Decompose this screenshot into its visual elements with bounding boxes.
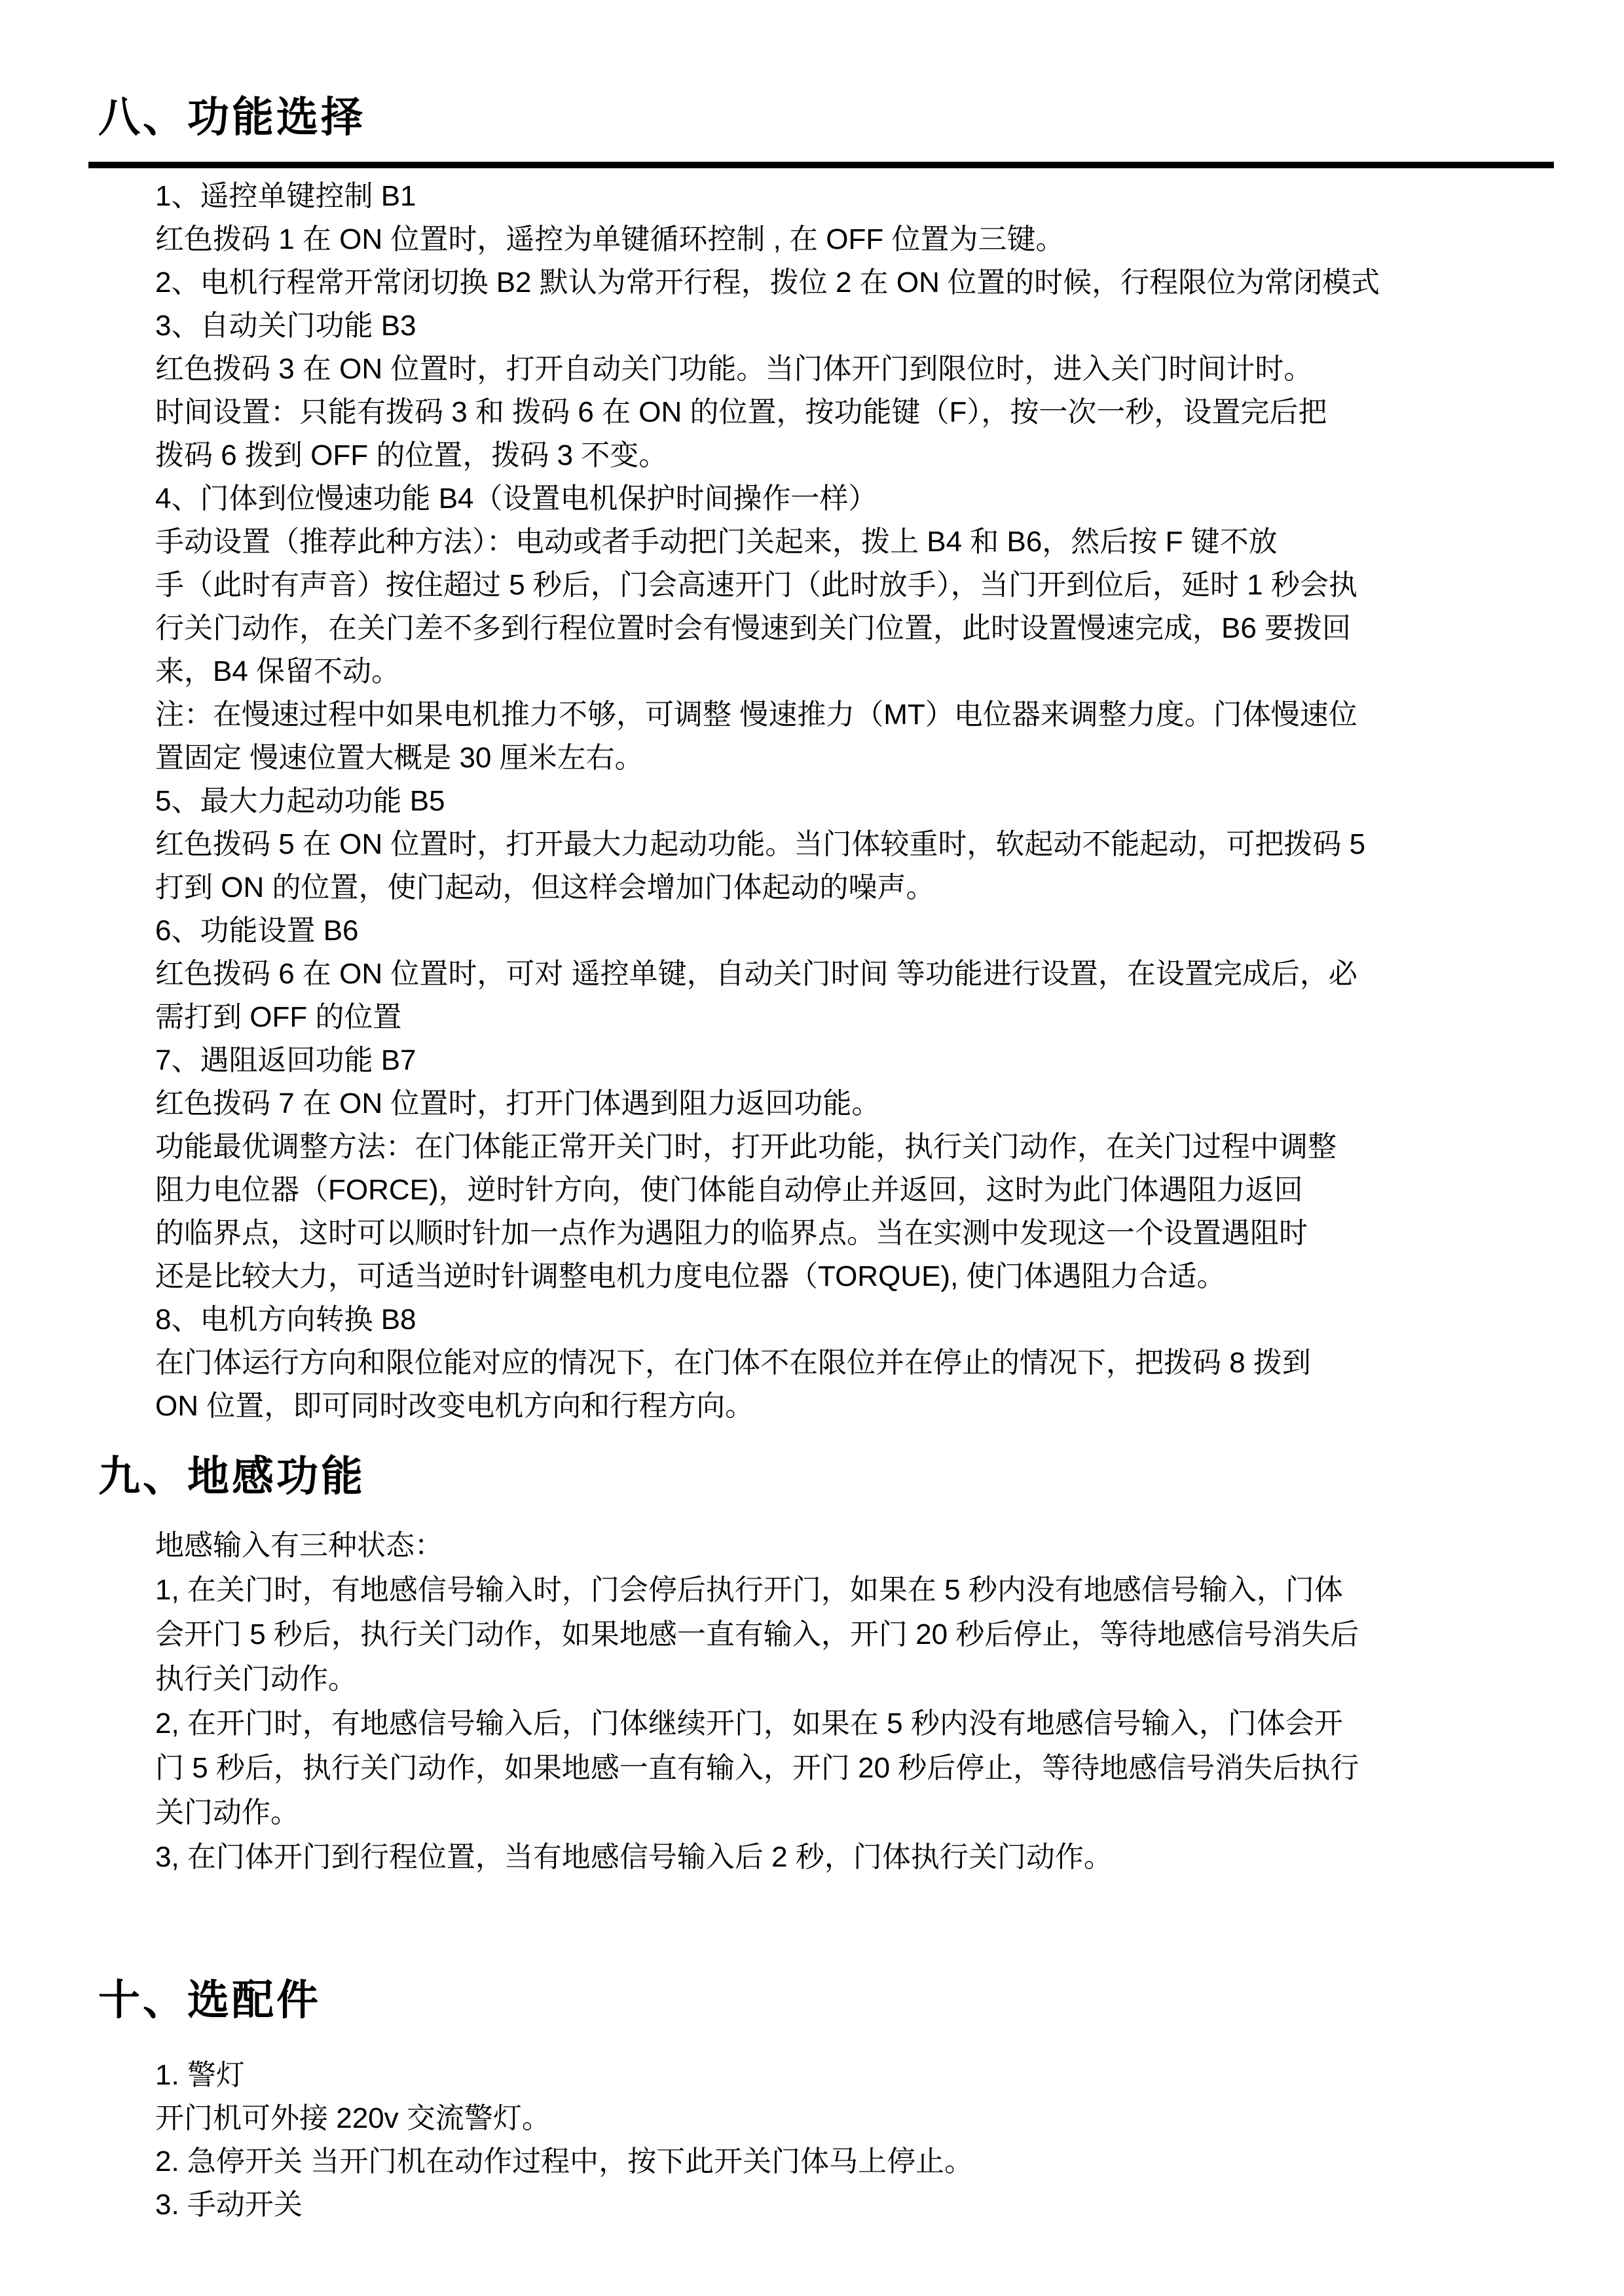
text-line: 会开门 5 秒后，执行关门动作，如果地感一直有输入，开门 20 秒后停止，等待地感信号消失后 [155,1618,1359,1650]
text-line: 的临界点，这时可以顺时针加一点作为遇阻力的临界点。当在实测中发现这一个设置遇阻时 [155,1217,1308,1249]
text-line: 门 5 秒后，执行关门动作，如果地感一直有输入，开门 20 秒后停止，等待地感信号消失后执行 [155,1752,1359,1784]
text-line: 需打到 OFF 的位置 [155,1001,402,1033]
text-line: 在门体运行方向和限位能对应的情况下，在门体不在限位并在停止的情况下，把拨码 8 拨到 [155,1347,1311,1379]
text-line: 红色拨码 3 在 ON 位置时，打开自动关门功能。当门体开门到限位时，进入关门时间计时。 [155,353,1313,385]
text-line: 红色拨码 1 在 ON 位置时，遥控为单键循环控制 , 在 OFF 位置为三键。 [155,223,1065,255]
section-body-ground-sensor [0,1523,1624,1880]
text-line: 3. 手动开关 [155,2189,303,2221]
text-line: 2, 在开门时，有地感信号输入后，门体继续开门，如果在 5 秒内没有地感信号输入，门体会开 [155,1707,1343,1740]
text-line: 功能最优调整方法：在门体能正常开关门时，打开此功能，执行关门动作，在关门过程中调整 [155,1131,1337,1163]
text-line: 地感输入有三种状态： [155,1529,443,1561]
section-heading-accessories: 十、选配件 [98,1977,321,2024]
section-accessories [0,1979,1624,2227]
text-line: 关门动作。 [155,1796,299,1829]
text-line: 行关门动作，在关门差不多到行程位置时会有慢速到关门位置，此时设置慢速完成，B6 要拨回 [155,612,1352,644]
section-function-selection [0,96,1624,1428]
text-line: 时间设置：只能有拨码 3 和 拨码 6 在 ON 的位置，按功能键（F），按一次一秒，设置完后把 [155,396,1327,428]
text-line: 置固定 慢速位置大概是 30 厘米左右。 [155,742,644,774]
text-line: 1, 在关门时，有地感信号输入时，门会停后执行开门，如果在 5 秒内没有地感信号输入，门体 [155,1574,1343,1606]
text-line: 还是比较大力，可适当逆时针调整电机力度电位器（TORQUE), 使门体遇阻力合适。 [155,1260,1226,1292]
text-line: 2. 急停开关 当开门机在动作过程中，按下此开关门体马上停止。 [155,2145,974,2178]
section-heading-function-selection: 八、功能选择 [98,94,365,141]
text-line: 7、遇阻返回功能 B7 [155,1044,416,1076]
text-line: ON 位置，即可同时改变电机方向和行程方向。 [155,1390,754,1422]
text-line: 8、电机方向转换 B8 [155,1303,416,1336]
text-line: 注：在慢速过程中如果电机推力不够，可调整 慢速推力（MT）电位器来调整力度。门体慢速位 [155,699,1357,731]
text-line: 红色拨码 5 在 ON 位置时，打开最大力起动功能。当门体较重时，软起动不能起动，可把拨码 5 [155,828,1366,860]
text-line: 红色拨码 6 在 ON 位置时，可对 遥控单键，自动关门时间 等功能进行设置，在设置完成后，必 [155,958,1357,990]
heading-divider-rule [88,162,1554,168]
text-line: 打到 ON 的位置，使门起动，但这样会增加门体起动的噪声。 [155,871,935,903]
text-line: 阻力电位器（FORCE)，逆时针方向，使门体能自动停止并返回，这时为此门体遇阻力返回 [155,1174,1303,1206]
text-line: 4、门体到位慢速功能 B4（设置电机保护时间操作一样） [155,483,877,515]
section-body-accessories [0,2054,1624,2227]
text-line: 3、自动关门功能 B3 [155,310,416,342]
text-line: 5、最大力起动功能 B5 [155,785,445,817]
text-line: 红色拨码 7 在 ON 位置时，打开门体遇到阻力返回功能。 [155,1087,881,1120]
text-line: 3, 在门体开门到行程位置，当有地感信号输入后 2 秒，门体执行关门动作。 [155,1841,1113,1873]
text-line: 2、电机行程常开常闭切换 B2 默认为常开行程，拨位 2 在 ON 位置的时候，行程限位为常闭模式 [155,266,1380,299]
text-line: 拨码 6 拨到 OFF 的位置，拨码 3 不变。 [155,439,668,471]
text-line: 1. 警灯 [155,2059,245,2091]
text-line: 手动设置（推荐此种方法）：电动或者手动把门关起来，拨上 B4 和 B6，然后按 F 键不放 [155,526,1278,558]
section-body-function-selection [0,175,1624,1428]
text-line: 6、功能设置 B6 [155,915,359,947]
section-heading-ground-sensor: 九、地感功能 [98,1453,365,1500]
text-line: 执行关门动作。 [155,1663,357,1695]
text-line: 来，B4 保留不动。 [155,655,401,687]
section-ground-sensor [0,1455,1624,1880]
text-line: 1、遥控单键控制 B1 [155,180,416,212]
text-line: 开门机可外接 220v 交流警灯。 [155,2102,551,2134]
text-line: 手（此时有声音）按住超过 5 秒后，门会高速开门（此时放手），当门开到位后，延时 1 秒会执 [155,569,1357,601]
